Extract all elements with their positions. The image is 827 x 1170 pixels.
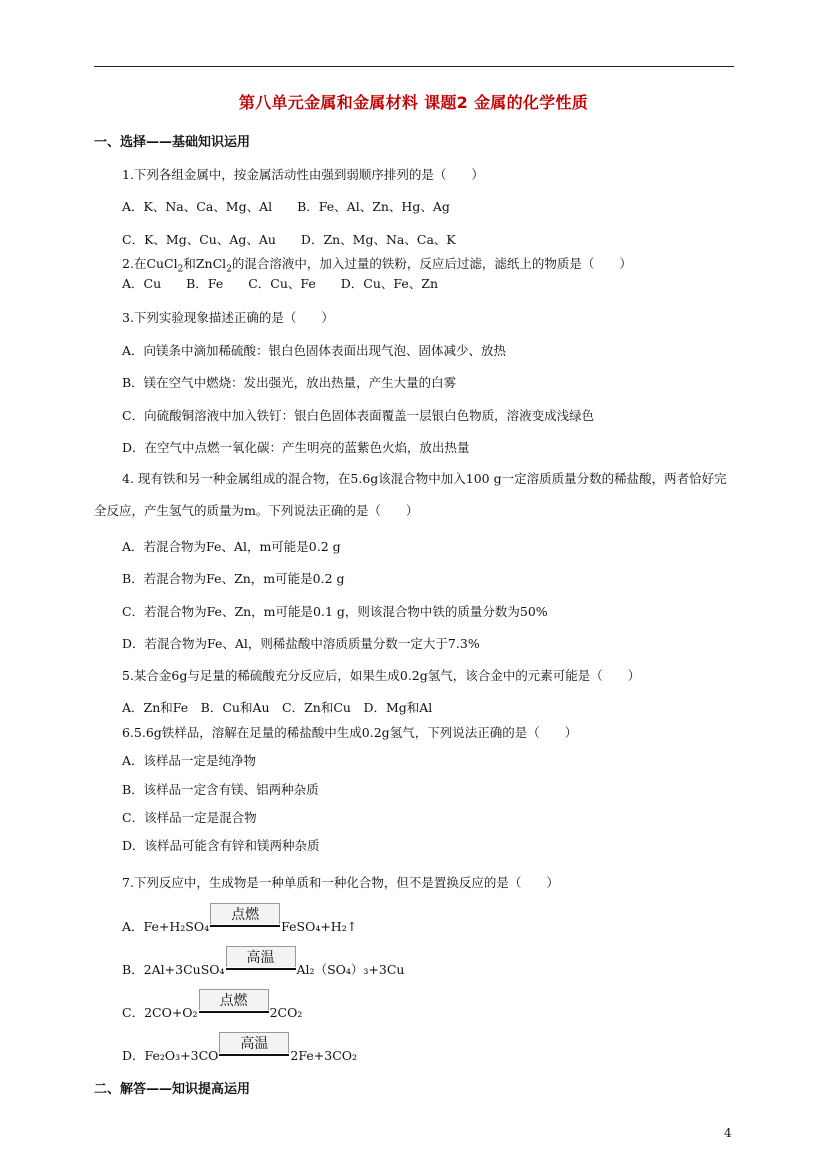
q3-option-a: A．向镁条中滴加稀硫酸：银白色固体表面出现气泡、固体减少、放热 — [122, 343, 507, 358]
q6-option-c: C．该样品一定是混合物 — [122, 810, 257, 825]
q3-option-d: D．在空气中点燃一氧化碳：产生明亮的蓝紫色火焰，放出热量 — [122, 440, 470, 455]
q3-option-c: C．向硫酸铜溶液中加入铁钉：银白色固体表面覆盖一层银白色物质，溶液变成浅绿色 — [122, 408, 595, 423]
q6-option-a: A．该样品一定是纯净物 — [122, 753, 257, 768]
q4-stem: 4. 现有铁和另一种金属组成的混合物，在5.6g该混合物中加入100 g一定溶质质量分数的稀盐酸，两者恰好完全反应，产生氢气的质量为m。下列说法正确的是（ ） — [94, 471, 727, 518]
q7-stem: 7.下列反应中，生成物是一种单质和一种化合物，但不是置换反应的是（ ） — [122, 875, 559, 890]
reaction-condition: 点燃 — [199, 1003, 269, 1017]
q1-stem: 1.下列各组金属中，按金属活动性由强到弱顺序排列的是（ ） — [122, 167, 484, 182]
reaction-condition: 高温 — [226, 960, 296, 974]
q7-option-c: C．2CO+O₂ 点燃 2CO₂ — [122, 1003, 302, 1021]
page-title: 第八单元金属和金属材料 课题2 金属的化学性质 — [238, 93, 589, 112]
q5-options: A．Zn和Fe B．Cu和Au C．Zn和Cu D．Mg和Al — [122, 700, 433, 715]
reaction-condition: 点燃 — [210, 917, 280, 931]
header-rule — [94, 66, 734, 67]
q7-option-d: D．Fe₂O₃+3CO 高温 2Fe+3CO₂ — [122, 1046, 357, 1064]
q6-option-b: B．该样品一定含有镁、铝两种杂质 — [122, 782, 319, 797]
q2-options: A．Cu B．Fe C．Cu、Fe D．Cu、Fe、Zn — [122, 276, 439, 291]
section-heading-2: 二、解答——知识提高运用 — [94, 1082, 251, 1097]
q6-stem: 6.5.6g铁样品，溶解在足量的稀盐酸中生成0.2g氢气，下列说法正确的是（ ） — [122, 725, 578, 740]
q2-stem: 2.在CuCl$_2$和ZnCl$_2$的混合溶液中，加入过量的铁粉，反应后过滤，滤纸上的物质是（ ） — [122, 256, 632, 275]
q6-option-d: D．该样品可能含有锌和镁两种杂质 — [122, 838, 320, 853]
q4-option-c: C．若混合物为Fe、Zn，m可能是0.1 g，则该混合物中铁的质量分数为50% — [122, 604, 548, 619]
q4-option-b: B．若混合物为Fe、Zn，m可能是0.2 g — [122, 571, 345, 586]
q4-option-a: A．若混合物为Fe、Al，m可能是0.2 g — [122, 539, 341, 554]
q7-option-b: B．2Al+3CuSO₄ 高温 Al₂（SO₄）₃+3Cu — [122, 960, 404, 978]
q4-option-d: D．若混合物为Fe、Al，则稀盐酸中溶质质量分数一定大于7.3% — [122, 636, 480, 651]
q7-option-a: A．Fe+H₂SO₄ 点燃 FeSO₄+H₂↑ — [122, 917, 357, 935]
page-number: 4 — [724, 1126, 732, 1140]
q3-stem: 3.下列实验现象描述正确的是（ ） — [122, 310, 334, 325]
section-heading-1: 一、选择——基础知识运用 — [94, 135, 251, 150]
q1-options-ab: A．K、Na、Ca、Mg、Al B．Fe、Al、Zn、Hg、Ag — [122, 199, 450, 214]
reaction-condition: 高温 — [219, 1046, 289, 1060]
q3-option-b: B．镁在空气中燃烧：发出强光，放出热量，产生大量的白雾 — [122, 375, 457, 390]
q5-stem: 5.某合金6g与足量的稀硫酸充分反应后，如果生成0.2g氢气，该合金中的元素可能是（ ） — [122, 668, 641, 683]
q1-options-cd: C．K、Mg、Cu、Ag、Au D．Zn、Mg、Na、Ca、K — [122, 232, 456, 247]
